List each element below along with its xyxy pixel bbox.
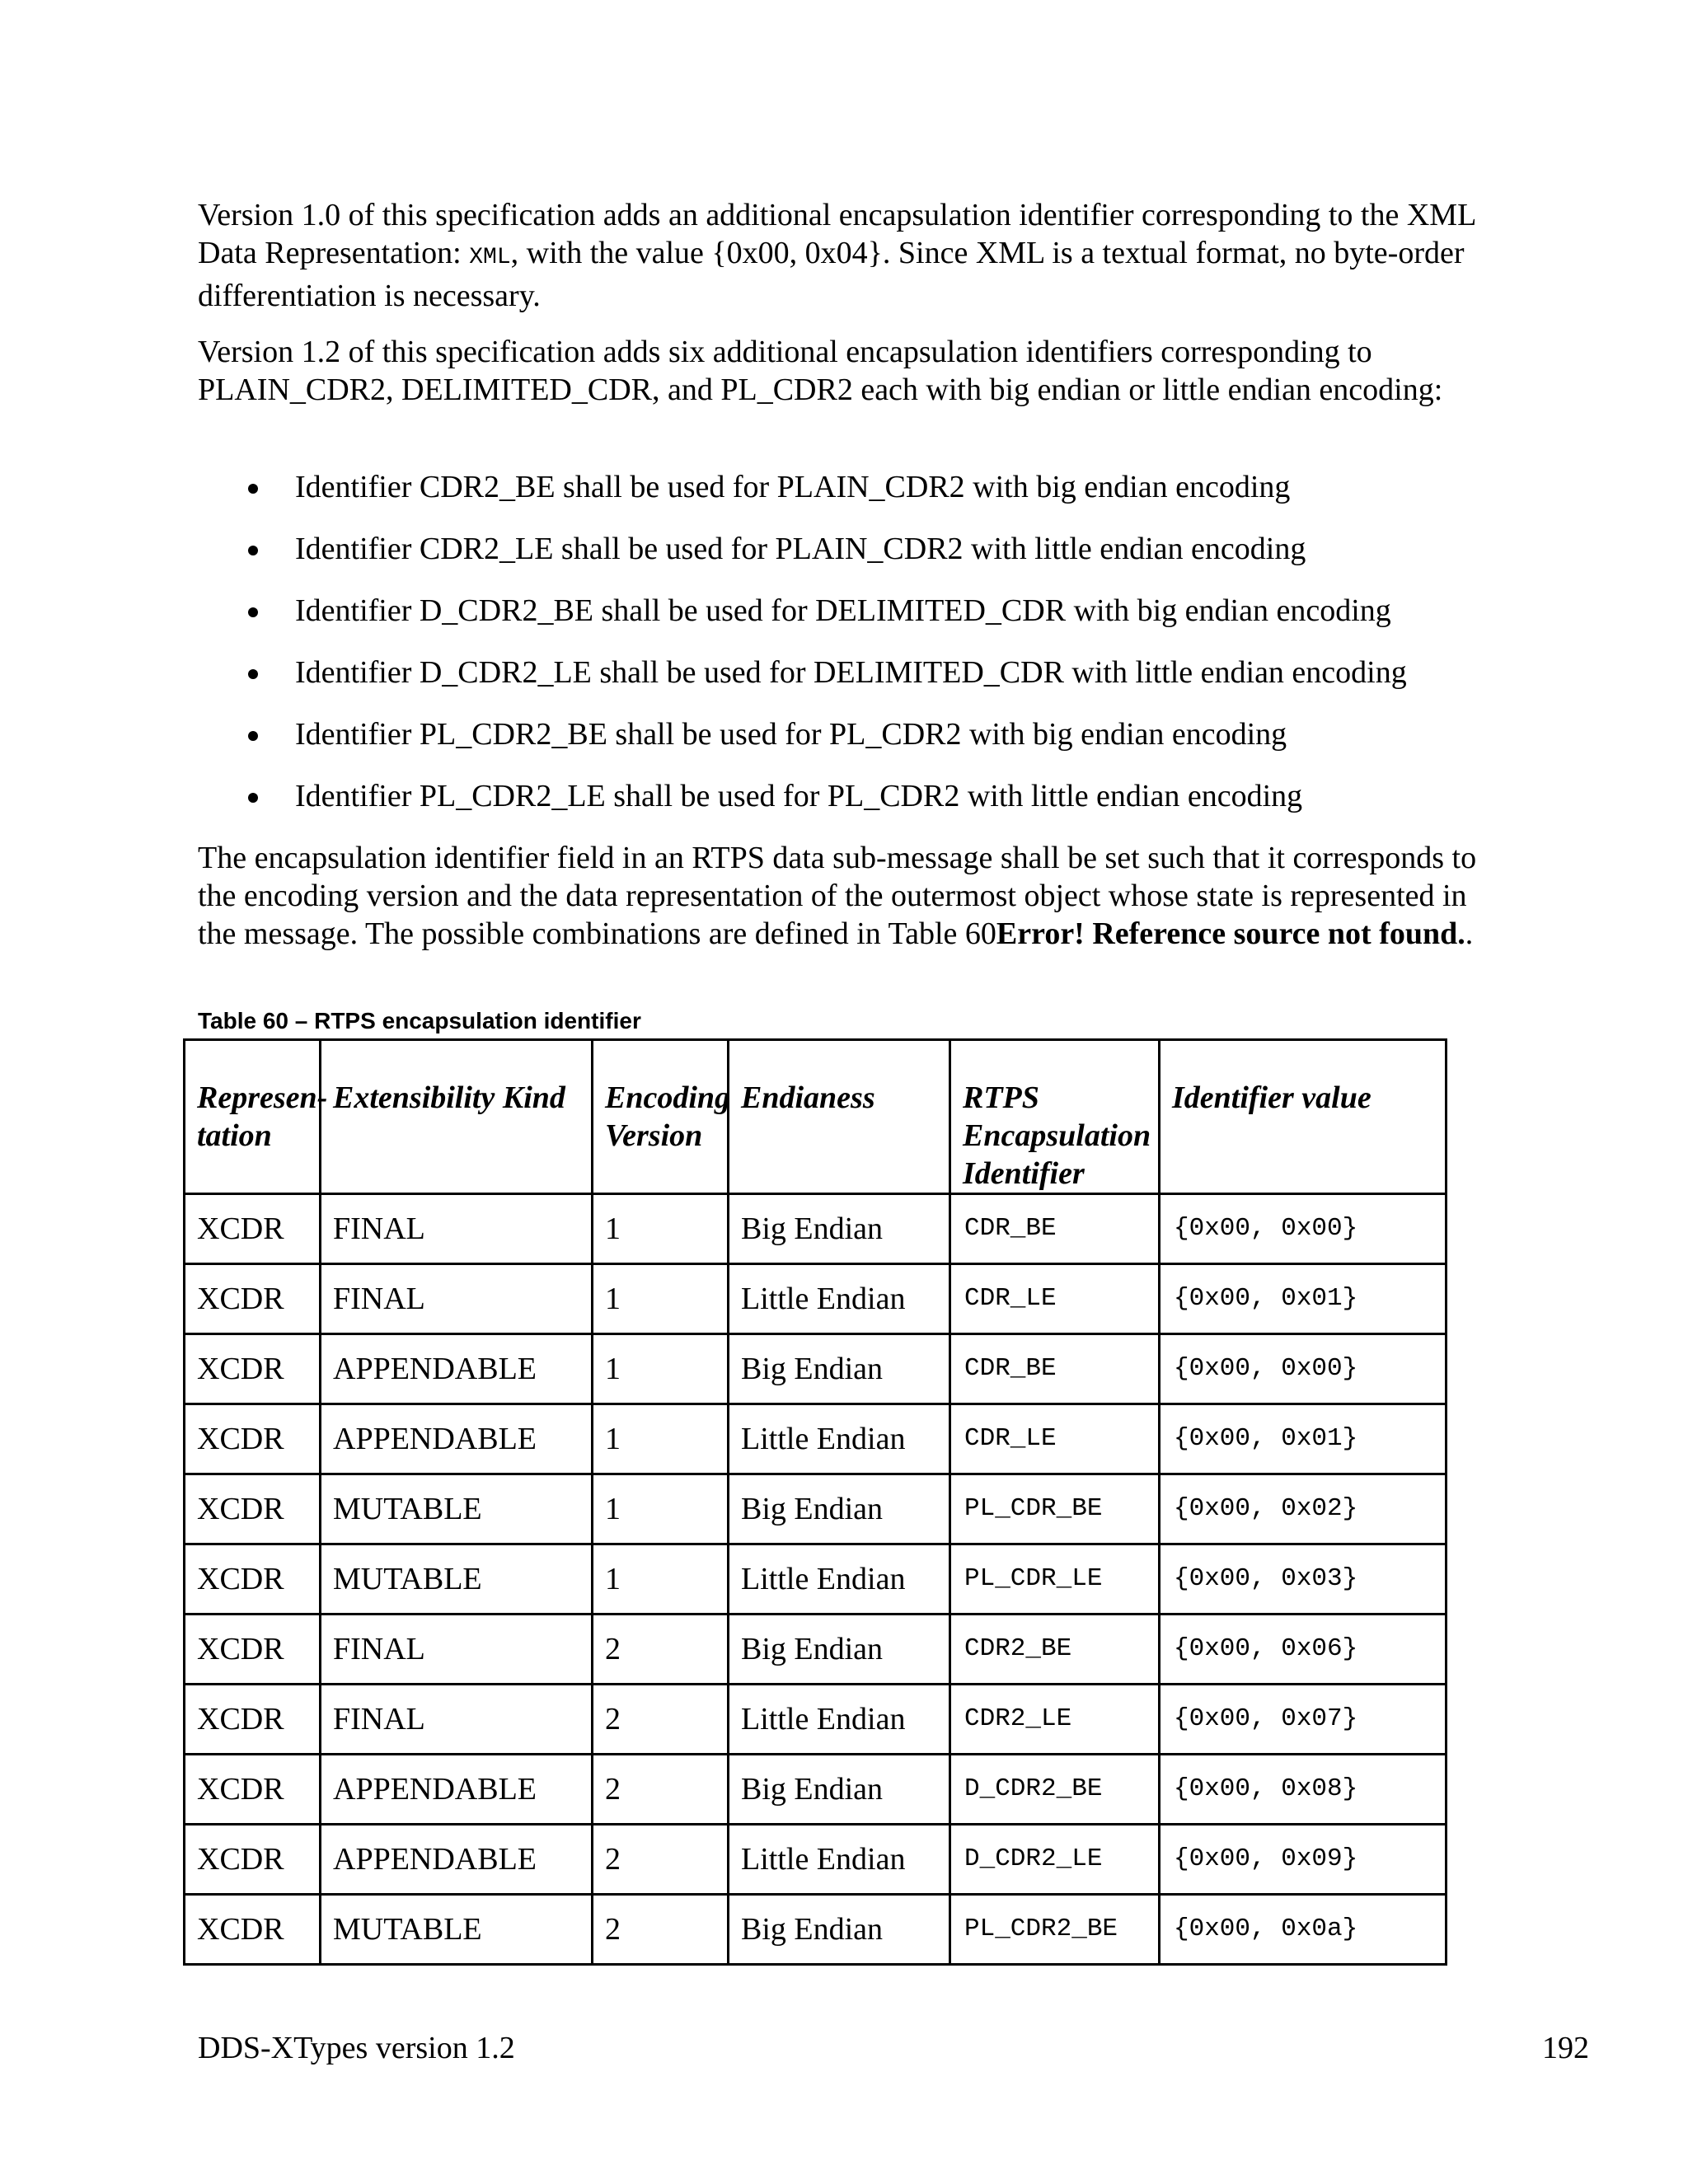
paragraph-text: .: [1465, 916, 1474, 951]
column-header: Endianess: [729, 1040, 950, 1194]
table-cell: MUTABLE: [321, 1474, 593, 1544]
table-body: [185, 1194, 1447, 1965]
table-cell: {0x00, 0x09}: [1160, 1825, 1447, 1895]
table-cell: PL_CDR2_BE: [950, 1895, 1160, 1965]
table-cell: Little Endian: [729, 1404, 950, 1474]
bullet-icon: [248, 793, 258, 803]
table-cell: XCDR: [185, 1685, 321, 1755]
table-cell: {0x00, 0x06}: [1160, 1615, 1447, 1685]
bullet-item: [198, 530, 1517, 592]
table-cell: XCDR: [185, 1895, 321, 1965]
bullet-item: [198, 715, 1517, 777]
table-cell: 1: [593, 1404, 729, 1474]
table-row: [185, 1685, 1447, 1755]
bullet-text: Identifier D_CDR2_BE shall be used for DELIMITED_CDR with big endian encoding: [295, 593, 1391, 628]
reference-error-text: Error! Reference source not found.: [996, 916, 1465, 951]
paragraph-text: Version 1.0 of this specification adds an additional encapsulation identifier corresponding to the XML Data Representation:: [198, 198, 1475, 270]
table-cell: CDR2_LE: [950, 1685, 1160, 1755]
table-cell: APPENDABLE: [321, 1755, 593, 1825]
table-cell: FINAL: [321, 1264, 593, 1334]
table-caption: Table 60 – RTPS encapsulation identifier: [198, 1008, 641, 1033]
table-row: [185, 1755, 1447, 1825]
table-cell: Big Endian: [729, 1334, 950, 1404]
table-cell: 2: [593, 1615, 729, 1685]
table-cell: {0x00, 0x00}: [1160, 1334, 1447, 1404]
paragraph-text: The encapsulation identifier field in an RTPS data sub-message shall be set such that it corresponds to the encoding version and the data representation of the outermost object whose state is represented in the message. The possible combinations are defined in Table 60: [198, 841, 1477, 951]
column-header: Extensibility Kind: [321, 1040, 593, 1194]
table-cell: APPENDABLE: [321, 1334, 593, 1404]
identifier-bullet-list: [198, 468, 1517, 839]
table-cell: FINAL: [321, 1685, 593, 1755]
table-cell: CDR_LE: [950, 1264, 1160, 1334]
table-cell: 1: [593, 1194, 729, 1264]
table-cell: 2: [593, 1755, 729, 1825]
table-cell: XCDR: [185, 1474, 321, 1544]
table-cell: CDR_LE: [950, 1404, 1160, 1474]
table-cell: 2: [593, 1825, 729, 1895]
table-cell: {0x00, 0x02}: [1160, 1474, 1447, 1544]
table-cell: Little Endian: [729, 1264, 950, 1334]
bullet-icon: [248, 731, 258, 741]
table-cell: XCDR: [185, 1404, 321, 1474]
table-cell: MUTABLE: [321, 1895, 593, 1965]
table-cell: FINAL: [321, 1615, 593, 1685]
paragraph-text: , with the value {0x00, 0x04}. Since XML is a textual format, no byte-order differentiation is necessary.: [198, 236, 1465, 313]
table-cell: MUTABLE: [321, 1544, 593, 1615]
table-row: [185, 1895, 1447, 1965]
table-cell: Little Endian: [729, 1825, 950, 1895]
table-row: [185, 1334, 1447, 1404]
bullet-item: [198, 777, 1517, 839]
table-cell: XCDR: [185, 1825, 321, 1895]
footer-document-title: DDS-XTypes version 1.2: [198, 2031, 515, 2065]
bullet-icon: [248, 546, 258, 555]
table-row: [185, 1404, 1447, 1474]
table-cell: XCDR: [185, 1194, 321, 1264]
table-cell: PL_CDR_LE: [950, 1544, 1160, 1615]
table-cell: Big Endian: [729, 1755, 950, 1825]
table-cell: CDR2_BE: [950, 1615, 1160, 1685]
table-cell: XCDR: [185, 1544, 321, 1615]
table-cell: 2: [593, 1685, 729, 1755]
bullet-icon: [248, 607, 258, 617]
column-header: Representation: [185, 1040, 321, 1194]
table-cell: APPENDABLE: [321, 1825, 593, 1895]
paragraph-version-1-2: Version 1.2 of this specification adds six additional encapsulation identifiers corresponding to PLAIN_CDR2, DELIMITED_CDR, and PL_CDR2 each with big endian or little endian encoding:: [198, 335, 1443, 407]
table-cell: XCDR: [185, 1755, 321, 1825]
table-cell: Big Endian: [729, 1895, 950, 1965]
table-cell: {0x00, 0x07}: [1160, 1685, 1447, 1755]
table-row: [185, 1615, 1447, 1685]
bullet-text: Identifier CDR2_LE shall be used for PLAIN_CDR2 with little endian encoding: [295, 532, 1306, 566]
bullet-item: [198, 468, 1517, 530]
table-cell: XCDR: [185, 1334, 321, 1404]
table-cell: 2: [593, 1895, 729, 1965]
table-header-row: [185, 1040, 1447, 1194]
bullet-item: [198, 592, 1517, 654]
table-row: [185, 1194, 1447, 1264]
table-cell: XCDR: [185, 1264, 321, 1334]
table-cell: {0x00, 0x0a}: [1160, 1895, 1447, 1965]
bullet-text: Identifier PL_CDR2_LE shall be used for PL_CDR2 with little endian encoding: [295, 779, 1303, 813]
table-cell: CDR_BE: [950, 1334, 1160, 1404]
table-cell: Big Endian: [729, 1615, 950, 1685]
table-cell: {0x00, 0x01}: [1160, 1404, 1447, 1474]
table-row: [185, 1544, 1447, 1615]
column-header: RTPS Encapsulation Identifier: [950, 1040, 1160, 1194]
table-row: [185, 1264, 1447, 1334]
table-cell: {0x00, 0x01}: [1160, 1264, 1447, 1334]
bullet-text: Identifier CDR2_BE shall be used for PLAIN_CDR2 with big endian encoding: [295, 470, 1291, 504]
table-cell: FINAL: [321, 1194, 593, 1264]
encapsulation-identifier-table: [183, 1038, 1447, 1966]
table-cell: {0x00, 0x08}: [1160, 1755, 1447, 1825]
table-cell: Little Endian: [729, 1544, 950, 1615]
table-cell: Little Endian: [729, 1685, 950, 1755]
table-cell: PL_CDR_BE: [950, 1474, 1160, 1544]
column-header: Identifier value: [1160, 1040, 1447, 1194]
table-cell: CDR_BE: [950, 1194, 1160, 1264]
paragraph-xml-encapsulation: [198, 196, 1484, 315]
table-cell: D_CDR2_BE: [950, 1755, 1160, 1825]
table-cell: D_CDR2_LE: [950, 1825, 1160, 1895]
bullet-text: Identifier D_CDR2_LE shall be used for DELIMITED_CDR with little endian encoding: [295, 655, 1407, 690]
table-cell: {0x00, 0x00}: [1160, 1194, 1447, 1264]
table-row: [185, 1825, 1447, 1895]
footer-page-number: 192: [1542, 2031, 1589, 2065]
table-row: [185, 1474, 1447, 1544]
bullet-item: [198, 654, 1517, 715]
table-cell: APPENDABLE: [321, 1404, 593, 1474]
table-cell: 1: [593, 1334, 729, 1404]
bullet-icon: [248, 669, 258, 679]
table-cell: {0x00, 0x03}: [1160, 1544, 1447, 1615]
bullet-text: Identifier PL_CDR2_BE shall be used for PL_CDR2 with big endian encoding: [295, 717, 1287, 752]
inline-code-xml: XML: [469, 245, 511, 270]
table-cell: 1: [593, 1544, 729, 1615]
table-cell: Big Endian: [729, 1474, 950, 1544]
table-cell: Big Endian: [729, 1194, 950, 1264]
table-cell: XCDR: [185, 1615, 321, 1685]
table-cell: 1: [593, 1264, 729, 1334]
table-cell: 1: [593, 1474, 729, 1544]
column-header: Encoding Version: [593, 1040, 729, 1194]
paragraph-encapsulation-field: [198, 839, 1484, 953]
bullet-icon: [248, 484, 258, 494]
